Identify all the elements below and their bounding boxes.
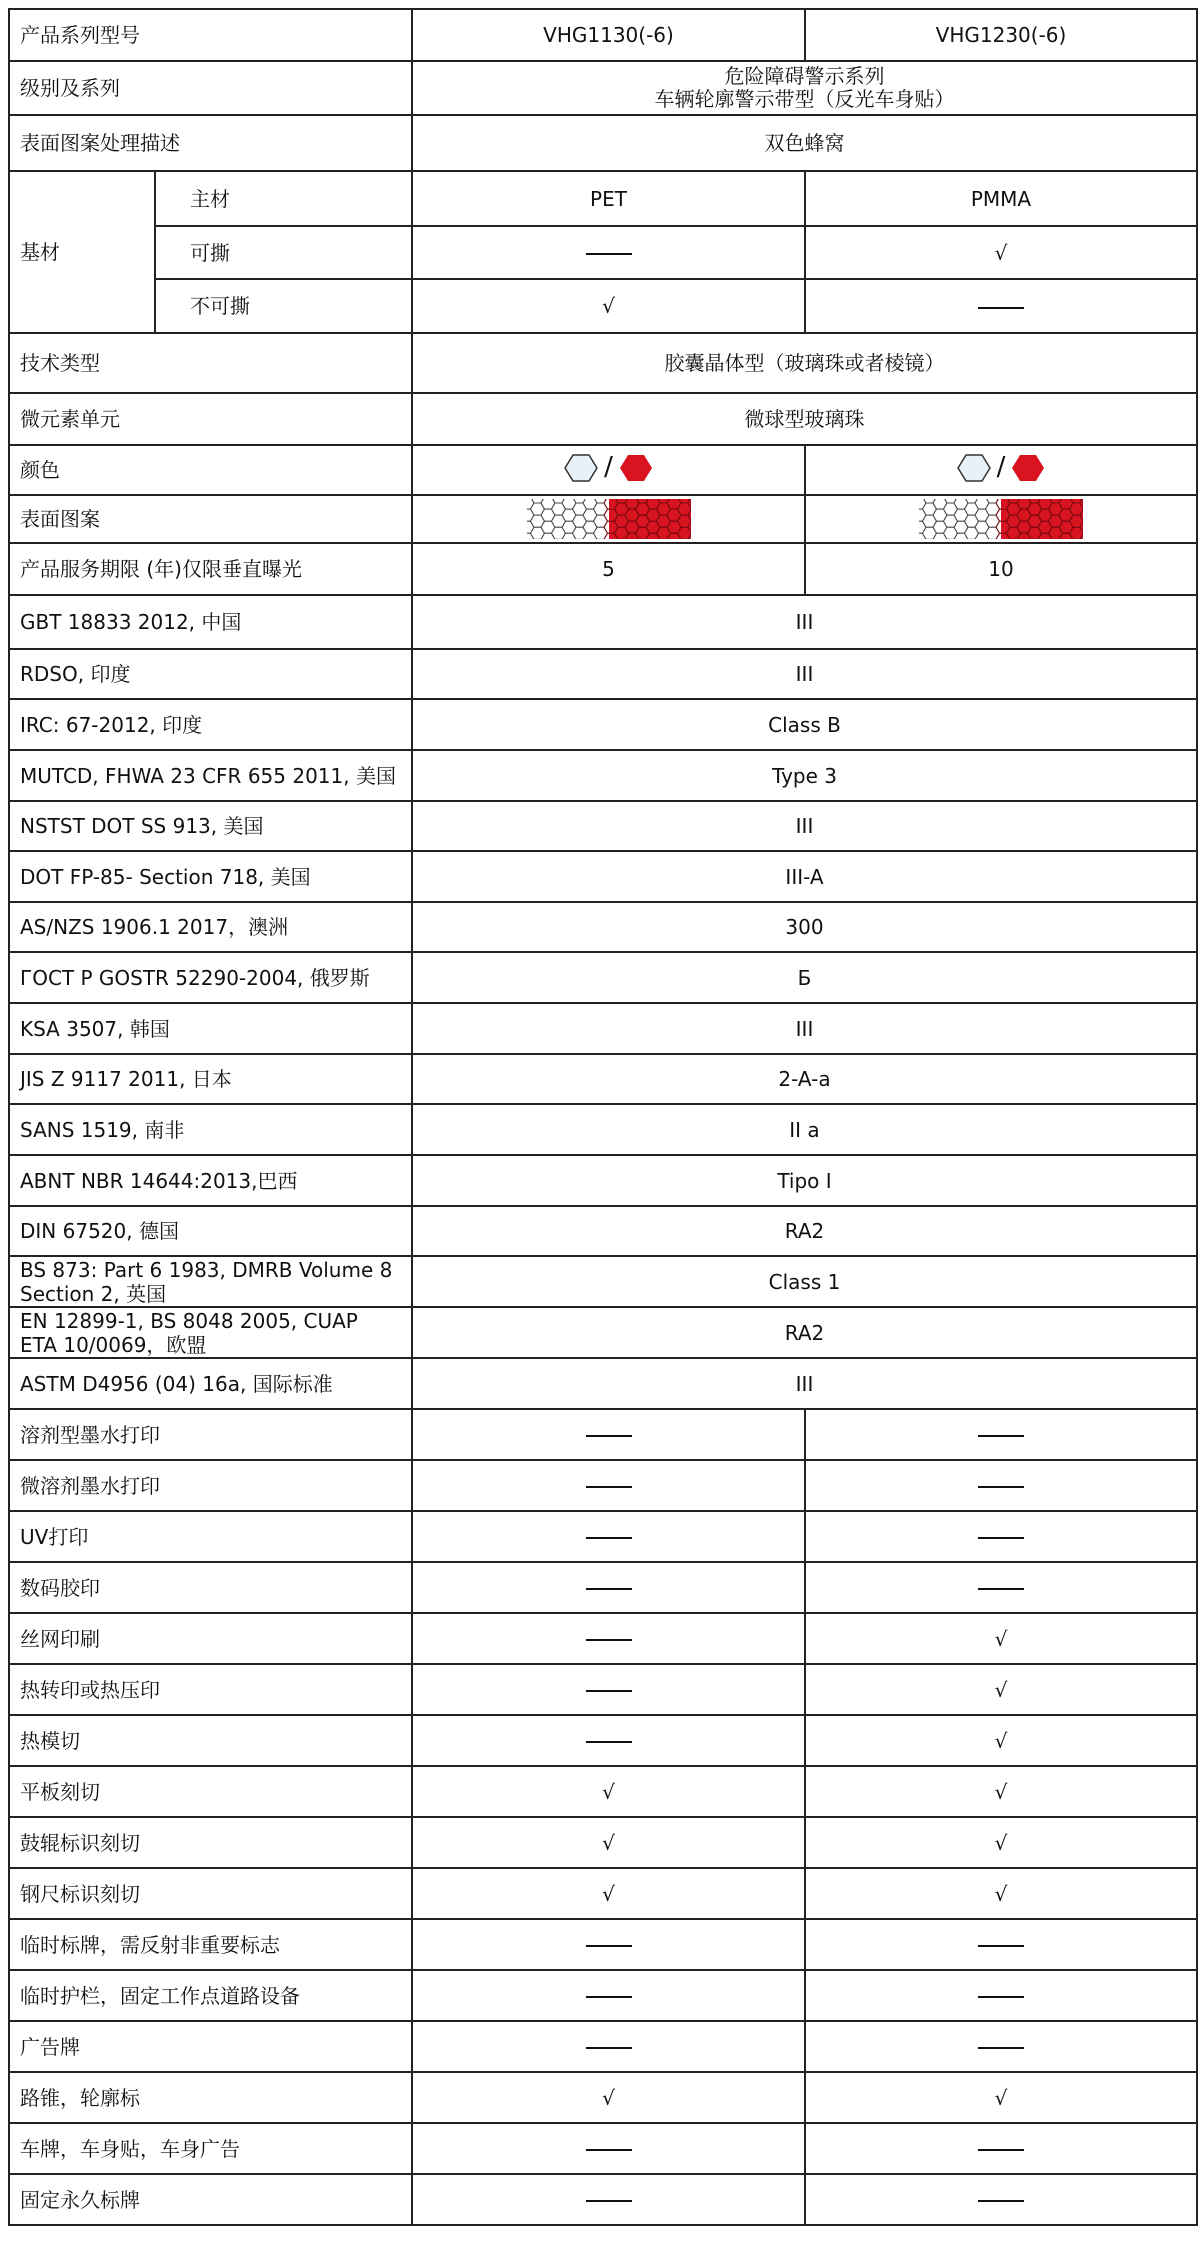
dash-mark <box>586 253 632 255</box>
application-row <box>9 1868 1197 1919</box>
row-surface-desc <box>9 115 1197 171</box>
application-row <box>9 1409 1197 1460</box>
standard-row <box>9 1054 1197 1104</box>
application-a <box>412 1919 805 1970</box>
surface-desc-value: 双色蜂窝 <box>412 115 1197 171</box>
substrate-main-label: 主材 <box>155 171 412 226</box>
dash-mark <box>978 1435 1024 1437</box>
application-label: 数码胶印 <box>9 1562 412 1613</box>
pattern-label: 表面图案 <box>9 495 412 543</box>
application-a <box>412 1715 805 1766</box>
surface-desc-label: 表面图案处理描述 <box>9 115 412 171</box>
application-row <box>9 1919 1197 1970</box>
application-row <box>9 1511 1197 1562</box>
application-a <box>412 2021 805 2072</box>
application-a <box>412 2072 805 2123</box>
application-a <box>412 1868 805 1919</box>
standard-row <box>9 1358 1197 1409</box>
application-label: 热转印或热压印 <box>9 1664 412 1715</box>
check-mark: √ <box>602 1830 615 1855</box>
application-label: 钢尺标识刻切 <box>9 1868 412 1919</box>
standard-label: GBT 18833 2012, 中国 <box>9 595 412 649</box>
standard-value: Tipo I <box>412 1155 1197 1206</box>
application-b <box>805 1970 1197 2021</box>
application-label: 路锥，轮廓标 <box>9 2072 412 2123</box>
dash-mark <box>586 1486 632 1488</box>
standard-value: 2-A-a <box>412 1054 1197 1104</box>
standard-value: III <box>412 801 1197 851</box>
application-label: 临时护栏，固定工作点道路设备 <box>9 1970 412 2021</box>
model-b: VHG1230(-6) <box>805 9 1197 61</box>
standard-row <box>9 801 1197 851</box>
substrate-notear-label: 不可撕 <box>155 279 412 333</box>
standard-label: EN 12899-1, BS 8048 2005, CUAP ETA 10/0069，欧盟 <box>9 1307 412 1358</box>
check-mark: √ <box>994 1677 1008 1702</box>
micro-label: 微元素单元 <box>9 393 412 445</box>
color-a <box>412 445 805 495</box>
standard-value: II a <box>412 1104 1197 1155</box>
row-pattern <box>9 495 1197 543</box>
level-label: 级别及系列 <box>9 61 412 115</box>
application-a <box>412 1562 805 1613</box>
standard-label: DIN 67520, 德国 <box>9 1206 412 1256</box>
standard-row <box>9 952 1197 1003</box>
dash-mark <box>586 1945 632 1947</box>
pattern-a <box>412 495 805 543</box>
standard-row <box>9 1003 1197 1054</box>
red-hexagon-icon <box>1011 453 1045 483</box>
substrate-tear-label: 可撕 <box>155 226 412 279</box>
standard-row <box>9 1155 1197 1206</box>
check-mark: √ <box>994 2085 1008 2110</box>
standard-row <box>9 1256 1197 1307</box>
application-label: UV打印 <box>9 1511 412 1562</box>
dash-mark <box>978 1588 1024 1590</box>
application-b <box>805 2072 1197 2123</box>
standard-value: Class B <box>412 699 1197 750</box>
standard-row <box>9 1307 1197 1358</box>
dash-mark <box>978 2149 1024 2151</box>
standard-label: ASTM D4956 (04) 16a, 国际标准 <box>9 1358 412 1409</box>
dash-mark <box>586 2200 632 2202</box>
dash-mark <box>586 1996 632 1998</box>
row-substrate-tear <box>9 226 1197 279</box>
application-b <box>805 1715 1197 1766</box>
white-hexagon-icon <box>957 453 991 483</box>
standard-value: 300 <box>412 902 1197 952</box>
spec-table <box>8 8 1198 2226</box>
application-a <box>412 1460 805 1511</box>
application-b <box>805 1409 1197 1460</box>
standard-value: RA2 <box>412 1206 1197 1256</box>
substrate-tear-b <box>805 226 1197 279</box>
check-mark: √ <box>994 1779 1008 1804</box>
check-mark: √ <box>994 1728 1008 1753</box>
standard-value: Type 3 <box>412 750 1197 801</box>
row-tech <box>9 333 1197 393</box>
dash-mark <box>586 1639 632 1641</box>
application-a <box>412 1766 805 1817</box>
application-b <box>805 1664 1197 1715</box>
standard-row <box>9 902 1197 952</box>
dash-mark <box>586 1741 632 1743</box>
dash-mark <box>586 2149 632 2151</box>
standard-label: SANS 1519, 南非 <box>9 1104 412 1155</box>
dash-mark <box>978 1486 1024 1488</box>
application-row <box>9 1766 1197 1817</box>
application-a <box>412 1817 805 1868</box>
application-a <box>412 1409 805 1460</box>
check-mark: √ <box>602 2085 615 2110</box>
row-substrate-notear <box>9 279 1197 333</box>
row-color <box>9 445 1197 495</box>
dash-mark <box>978 1537 1024 1539</box>
standard-value: III <box>412 595 1197 649</box>
application-a <box>412 1970 805 2021</box>
standard-label: NSTST DOT SS 913, 美国 <box>9 801 412 851</box>
micro-value: 微球型玻璃珠 <box>412 393 1197 445</box>
application-row <box>9 2072 1197 2123</box>
standard-row <box>9 699 1197 750</box>
application-a <box>412 2174 805 2225</box>
standard-label: KSA 3507, 韩国 <box>9 1003 412 1054</box>
model-label: 产品系列型号 <box>9 9 412 61</box>
application-b <box>805 1817 1197 1868</box>
application-row <box>9 2123 1197 2174</box>
honeycomb-pattern-icon <box>527 499 691 539</box>
dash-mark <box>586 1537 632 1539</box>
application-b <box>805 1460 1197 1511</box>
application-label: 车牌，车身贴，车身广告 <box>9 2123 412 2174</box>
application-b <box>805 1766 1197 1817</box>
standard-value: III-A <box>412 851 1197 902</box>
color-b <box>805 445 1197 495</box>
row-micro <box>9 393 1197 445</box>
application-b <box>805 1868 1197 1919</box>
color-label: 颜色 <box>9 445 412 495</box>
application-label: 平板刻切 <box>9 1766 412 1817</box>
dash-mark <box>978 2200 1024 2202</box>
application-a <box>412 1613 805 1664</box>
application-b <box>805 2021 1197 2072</box>
check-mark: √ <box>994 240 1008 265</box>
dash-mark <box>978 307 1024 309</box>
application-b <box>805 1562 1197 1613</box>
application-a <box>412 1511 805 1562</box>
substrate-main-a: PET <box>412 171 805 226</box>
level-line1: 危险障碍警示系列 <box>724 64 885 88</box>
application-row <box>9 1664 1197 1715</box>
application-label: 鼓辊标识刻切 <box>9 1817 412 1868</box>
application-label: 临时标牌，需反射非重要标志 <box>9 1919 412 1970</box>
red-hexagon-icon <box>619 453 653 483</box>
check-mark: √ <box>994 1830 1008 1855</box>
standard-row <box>9 851 1197 902</box>
row-substrate-main <box>9 171 1197 226</box>
application-label: 溶剂型墨水打印 <box>9 1409 412 1460</box>
application-b <box>805 1511 1197 1562</box>
dash-mark <box>586 1588 632 1590</box>
application-label: 微溶剂墨水打印 <box>9 1460 412 1511</box>
row-level <box>9 61 1197 115</box>
dash-mark <box>978 2047 1024 2049</box>
standard-label: MUTCD, FHWA 23 CFR 655 2011, 美国 <box>9 750 412 801</box>
standard-row <box>9 595 1197 649</box>
service-a: 5 <box>412 543 805 595</box>
pattern-b <box>805 495 1197 543</box>
standard-label: RDSO, 印度 <box>9 649 412 699</box>
check-mark: √ <box>602 1881 615 1906</box>
white-hexagon-icon <box>564 453 598 483</box>
application-row <box>9 2174 1197 2225</box>
standard-label: IRC: 67-2012, 印度 <box>9 699 412 750</box>
color-slash: / <box>604 452 613 483</box>
application-row <box>9 1970 1197 2021</box>
substrate-tear-a <box>412 226 805 279</box>
dash-mark <box>586 1690 632 1692</box>
application-a <box>412 2123 805 2174</box>
standard-row <box>9 750 1197 801</box>
row-model <box>9 9 1197 61</box>
standard-label: JIS Z 9117 2011, 日本 <box>9 1054 412 1104</box>
standard-value: III <box>412 649 1197 699</box>
standard-label: AS/NZS 1906.1 2017，澳洲 <box>9 902 412 952</box>
service-label: 产品服务期限 (年)仅限垂直曝光 <box>9 543 412 595</box>
check-mark: √ <box>994 1626 1008 1651</box>
tech-label: 技术类型 <box>9 333 412 393</box>
application-row <box>9 1715 1197 1766</box>
application-b <box>805 2123 1197 2174</box>
application-label: 广告牌 <box>9 2021 412 2072</box>
application-b <box>805 2174 1197 2225</box>
standard-label: DOT FP-85- Section 718, 美国 <box>9 851 412 902</box>
application-row <box>9 1817 1197 1868</box>
dash-mark <box>978 1945 1024 1947</box>
honeycomb-pattern-icon <box>919 499 1083 539</box>
application-row <box>9 1562 1197 1613</box>
standard-value: Class 1 <box>412 1256 1197 1307</box>
application-a <box>412 1664 805 1715</box>
check-mark: √ <box>602 1779 615 1804</box>
application-row <box>9 1460 1197 1511</box>
level-value <box>412 61 1197 115</box>
standard-value: RA2 <box>412 1307 1197 1358</box>
substrate-label: 基材 <box>9 171 155 333</box>
dash-mark <box>586 2047 632 2049</box>
check-mark: √ <box>602 294 615 318</box>
standard-label: BS 873: Part 6 1983, DMRB Volume 8 Section 2, 英国 <box>9 1256 412 1307</box>
standard-row <box>9 1104 1197 1155</box>
model-a: VHG1130(-6) <box>412 9 805 61</box>
service-b: 10 <box>805 543 1197 595</box>
application-label: 固定永久标牌 <box>9 2174 412 2225</box>
dash-mark <box>586 1435 632 1437</box>
standard-value: III <box>412 1003 1197 1054</box>
level-line2: 车辆轮廓警示带型（反光车身贴） <box>654 87 955 111</box>
standard-label: ABNT NBR 14644:2013,巴西 <box>9 1155 412 1206</box>
tech-value: 胶囊晶体型（玻璃珠或者棱镜） <box>412 333 1197 393</box>
row-service <box>9 543 1197 595</box>
application-row <box>9 1613 1197 1664</box>
check-mark: √ <box>994 1881 1008 1906</box>
application-b <box>805 1613 1197 1664</box>
substrate-main-b: PMMA <box>805 171 1197 226</box>
standard-value: Б <box>412 952 1197 1003</box>
application-label: 热模切 <box>9 1715 412 1766</box>
dash-mark <box>978 1996 1024 1998</box>
substrate-notear-a <box>412 279 805 333</box>
application-b <box>805 1919 1197 1970</box>
application-label: 丝网印刷 <box>9 1613 412 1664</box>
standard-value: III <box>412 1358 1197 1409</box>
standard-row <box>9 649 1197 699</box>
standard-label: ГОСТ Р GOSTR 52290-2004, 俄罗斯 <box>9 952 412 1003</box>
color-slash: / <box>996 452 1006 483</box>
standard-row <box>9 1206 1197 1256</box>
application-row <box>9 2021 1197 2072</box>
substrate-notear-b <box>805 279 1197 333</box>
